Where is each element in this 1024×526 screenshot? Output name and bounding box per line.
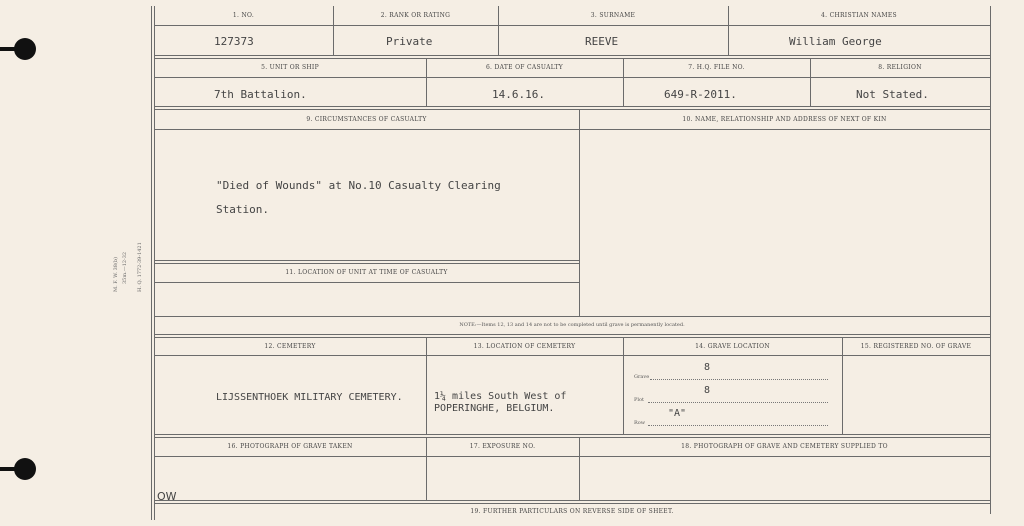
rule-note-top [154,316,990,317]
value-circumstances-line2: Station. [216,203,269,216]
value-surname: REEVE [585,35,619,48]
punch-hole-bottom-tab [0,467,22,471]
side-code-2: 35m.—12-32 [122,251,128,284]
ow-mark: OW [157,490,177,503]
label-next-of-kin: 10. NAME, RELATIONSHIP AND ADDRESS OF NEXT OF KIN [682,116,887,123]
label-photograph-supplied: 18. PHOTOGRAPH OF GRAVE AND CEMETERY SUPPLIED TO [681,443,888,450]
label-unit: 5. UNIT OR SHIP [261,64,319,71]
side-code-1: M. F. W. 38(b) [113,256,119,292]
rule-row5-bottom [154,434,990,435]
grave-dotline [650,379,828,380]
frame-right-line [990,6,991,514]
label-rank: 2. RANK OR RATING [380,12,451,19]
row-dotline [648,425,828,426]
rule-loc-label [154,282,579,283]
label-circumstances: 9. CIRCUMSTANCES OF CASUALTY [306,116,427,123]
label-no: 1. NO. [232,12,255,19]
label-grave: Grave [634,374,650,380]
label-religion: 8. RELIGION [878,64,922,71]
label-christian-names: 4. CHRISTIAN NAMES [821,12,897,19]
plot-dotline [648,402,828,403]
value-rank: Private [386,35,433,48]
rule-row2-label [154,77,990,78]
rule-row7-top [154,503,990,504]
label-plot: Plot [634,397,644,403]
value-no: 127373 [214,35,254,48]
label-row: Row [634,420,646,426]
label-exposure-no: 17. EXPOSURE NO. [469,443,536,450]
value-grave: 8 [704,362,711,373]
punch-hole-top-tab [0,47,22,51]
rule-row5-top [154,337,990,338]
label-date-of-casualty: 6. DATE OF CASUALTY [485,64,564,71]
rule-circ-bottom [154,260,579,261]
rule-note-bottom [154,334,990,335]
value-christian-names: William George [789,35,882,48]
value-plot: 8 [704,385,711,396]
label-location-of-unit: 11. LOCATION OF UNIT AT TIME OF CASUALTY [285,269,448,276]
rule-row3-label [154,129,990,130]
value-religion: Not Stated. [856,88,929,101]
rule-row5-label [154,355,990,356]
rule-row2-top [154,58,990,59]
rule-row6-label [154,456,990,457]
rule-row2-bottom [154,106,990,107]
sep-r5-b [623,337,624,434]
label-cemetery: 12. CEMETERY [264,343,316,350]
rule-row3-top [154,109,990,110]
sep-r5-a [426,337,427,434]
label-location-of-cemetery: 13. LOCATION OF CEMETERY [473,343,576,350]
value-unit: 7th Battalion. [214,88,307,101]
rule-row6-top [154,437,990,438]
sep-r3 [579,109,580,316]
value-date-of-casualty: 14.6.16. [492,88,545,101]
note-text: NOTE:—Items 12, 13 and 14 are not to be completed until grave is permanently located. [459,322,685,328]
value-row: "A" [668,408,687,419]
value-location-of-cemetery-line2: POPERINGHE, BELGIUM. [434,403,555,414]
value-location-of-cemetery-line1: 1¼ miles South West of [434,391,567,402]
sep-r5-c [842,337,843,434]
side-code-3: H. Q. 1772-39-1421 [137,242,143,292]
label-surname: 3. SURNAME [590,12,636,19]
label-further-particulars: 19. FURTHER PARTICULARS ON REVERSE SIDE OF SHEET. [470,508,674,515]
rule-row6-bottom [154,500,990,501]
rule-row1-label [154,25,990,26]
value-hq-file-no: 649-R-2011. [664,88,737,101]
label-hq-file-no: 7. H.Q. FILE NO. [688,64,745,71]
value-circumstances-line1: "Died of Wounds" at No.10 Casualty Clearing [216,179,501,192]
rule-loc-top [154,263,579,264]
label-registered-no: 15. REGISTERED NO. OF GRAVE [860,343,972,350]
frame-left-line [151,6,152,520]
label-grave-location: 14. GRAVE LOCATION [695,343,770,350]
label-photograph-taken: 16. PHOTOGRAPH OF GRAVE TAKEN [227,443,353,450]
value-cemetery: LIJSSENTHOEK MILITARY CEMETERY. [216,392,403,403]
rule-row1-bottom [154,55,990,56]
